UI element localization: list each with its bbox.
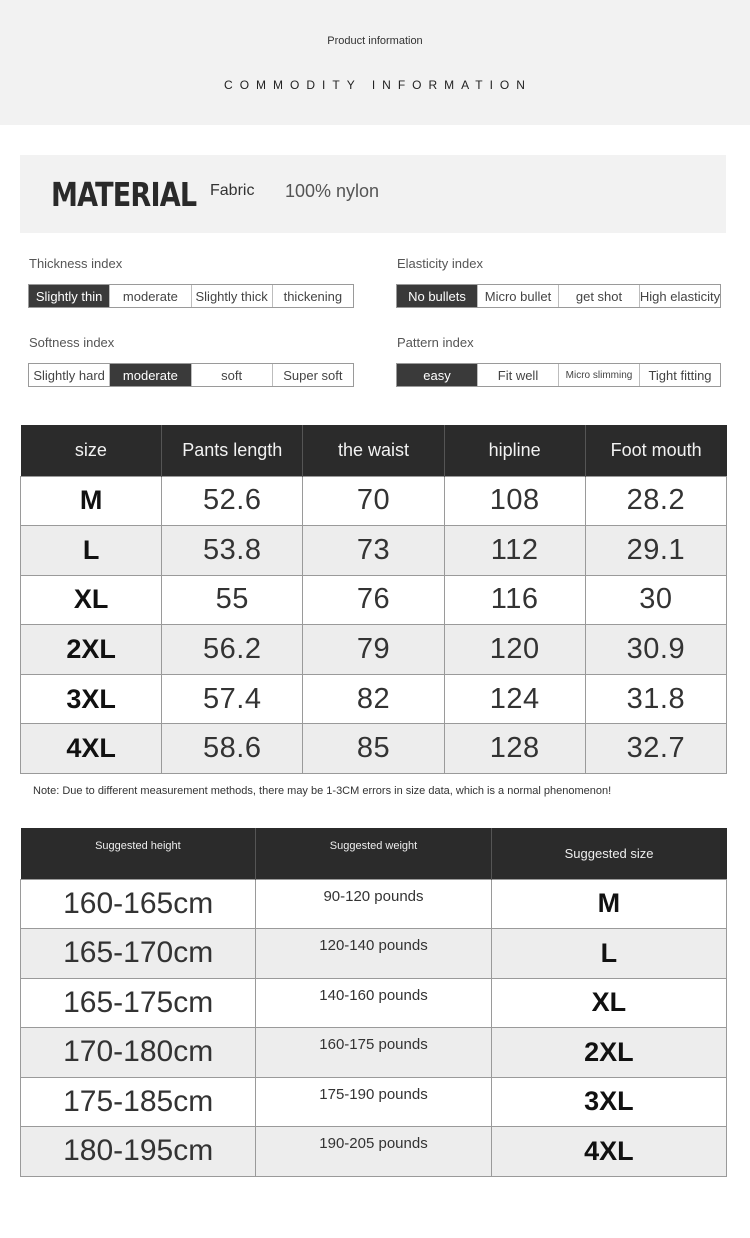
waist-cell: 76	[303, 575, 444, 625]
size-cell: 3XL	[491, 1077, 726, 1127]
pattern-option: Tight fitting	[648, 367, 712, 383]
size-cell: 2XL	[21, 625, 162, 675]
table-row	[21, 526, 727, 576]
softness-index-scale	[28, 363, 354, 387]
size-cell: XL	[21, 575, 162, 625]
column-header-suggested-weight: Suggested weight	[256, 828, 491, 879]
column-header-waist: the waist	[303, 425, 444, 476]
pants-length-cell: 58.6	[162, 724, 303, 774]
table-row	[21, 1127, 727, 1177]
foot-mouth-cell: 32.7	[585, 724, 726, 774]
size-cell: 2XL	[491, 1028, 726, 1078]
measurement-note: Note: Due to different measurement methods, there may be 1-3CM errors in size data, which is a normal phenomenon!	[33, 785, 612, 797]
foot-mouth-cell: 28.2	[585, 476, 726, 526]
hipline-cell: 124	[444, 674, 585, 724]
height-cell: 175-185cm	[21, 1077, 256, 1127]
size-cell: XL	[491, 978, 726, 1028]
size-cell: 3XL	[21, 674, 162, 724]
elasticity-option: No bullets	[397, 285, 478, 307]
waist-cell: 82	[303, 674, 444, 724]
table-row	[21, 929, 727, 979]
column-header-pants-length: Pants length	[162, 425, 303, 476]
waist-cell: 79	[303, 625, 444, 675]
commodity-information-subtitle: COMMODITY INFORMATION	[224, 78, 532, 92]
thickness-index-scale	[28, 284, 354, 308]
column-header-hipline: hipline	[444, 425, 585, 476]
thickness-option: moderate	[110, 285, 191, 307]
pants-length-cell: 53.8	[162, 526, 303, 576]
table-row	[21, 476, 727, 526]
pattern-index-scale	[396, 363, 721, 387]
table-row	[21, 575, 727, 625]
column-header-size: size	[21, 425, 162, 476]
pants-length-cell: 55	[162, 575, 303, 625]
hipline-cell: 108	[444, 476, 585, 526]
table-header-row	[21, 425, 727, 476]
size-measurement-table	[20, 425, 727, 774]
pattern-option: easy	[397, 364, 478, 386]
fabric-label: Fabric	[210, 182, 255, 199]
hipline-cell: 120	[444, 625, 585, 675]
column-header-suggested-height: Suggested height	[21, 828, 256, 879]
size-cell: M	[491, 879, 726, 929]
thickness-option: thickening	[283, 288, 343, 304]
product-information-title: Product information	[327, 35, 423, 47]
size-recommendation-table	[20, 828, 727, 1177]
softness-option: Slightly hard	[29, 364, 110, 386]
table-row	[21, 879, 727, 929]
table-row	[21, 1077, 727, 1127]
height-cell: 165-175cm	[21, 978, 256, 1028]
height-cell: 180-195cm	[21, 1127, 256, 1177]
elasticity-option: High elasticity	[640, 288, 720, 304]
height-cell: 170-180cm	[21, 1028, 256, 1078]
table-row	[21, 674, 727, 724]
hipline-cell: 116	[444, 575, 585, 625]
elasticity-option: Micro bullet	[478, 285, 559, 307]
column-header-foot-mouth: Foot mouth	[585, 425, 726, 476]
pants-length-cell: 52.6	[162, 476, 303, 526]
foot-mouth-cell: 30	[585, 575, 726, 625]
softness-option: moderate	[110, 364, 191, 386]
weight-cell: 120-140 pounds	[256, 929, 491, 979]
weight-cell: 160-175 pounds	[256, 1028, 491, 1078]
elasticity-index-scale	[396, 284, 721, 308]
pattern-option: Fit well	[478, 364, 559, 386]
material-heading: MATERIAL	[51, 175, 197, 214]
material-panel	[20, 155, 726, 233]
waist-cell: 73	[303, 526, 444, 576]
size-cell: M	[21, 476, 162, 526]
hipline-cell: 128	[444, 724, 585, 774]
height-cell: 165-170cm	[21, 929, 256, 979]
size-cell: 4XL	[491, 1127, 726, 1177]
waist-cell: 85	[303, 724, 444, 774]
elasticity-index-title: Elasticity index	[397, 256, 483, 271]
table-row	[21, 724, 727, 774]
size-cell: L	[21, 526, 162, 576]
weight-cell: 140-160 pounds	[256, 978, 491, 1028]
height-cell: 160-165cm	[21, 879, 256, 929]
foot-mouth-cell: 31.8	[585, 674, 726, 724]
pants-length-cell: 56.2	[162, 625, 303, 675]
pants-length-cell: 57.4	[162, 674, 303, 724]
pattern-option: Micro slimming	[559, 364, 640, 386]
header-band	[0, 0, 750, 125]
softness-index-title: Softness index	[29, 335, 115, 350]
thickness-option: Slightly thick	[192, 285, 273, 307]
softness-option: Super soft	[283, 367, 343, 383]
softness-option: soft	[192, 364, 273, 386]
weight-cell: 90-120 pounds	[256, 879, 491, 929]
hipline-cell: 112	[444, 526, 585, 576]
column-header-suggested-size: Suggested size	[491, 828, 726, 879]
table-row	[21, 625, 727, 675]
foot-mouth-cell: 30.9	[585, 625, 726, 675]
size-cell: 4XL	[21, 724, 162, 774]
table-row	[21, 1028, 727, 1078]
thickness-option: Slightly thin	[29, 285, 110, 307]
fabric-value: 100% nylon	[285, 181, 380, 201]
table-header-row	[21, 828, 727, 879]
waist-cell: 70	[303, 476, 444, 526]
elasticity-option: get shot	[559, 285, 640, 307]
size-cell: L	[491, 929, 726, 979]
pattern-index-title: Pattern index	[397, 335, 474, 350]
thickness-index-title: Thickness index	[29, 256, 123, 271]
foot-mouth-cell: 29.1	[585, 526, 726, 576]
weight-cell: 190-205 pounds	[256, 1127, 491, 1177]
weight-cell: 175-190 pounds	[256, 1077, 491, 1127]
table-row	[21, 978, 727, 1028]
